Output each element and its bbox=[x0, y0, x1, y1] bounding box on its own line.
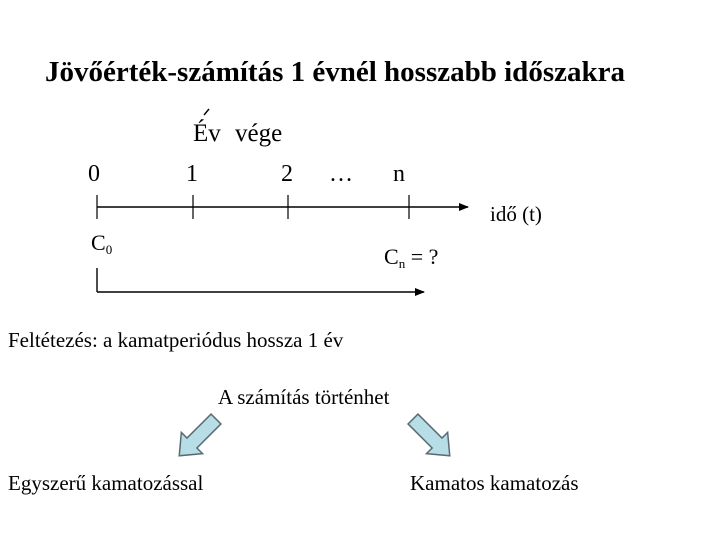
time-axis-label: idő (t) bbox=[490, 202, 542, 226]
slide-title: Jövőérték-számítás 1 évnél hosszabb időszakra bbox=[45, 56, 625, 88]
year-end-header: Év vége bbox=[193, 120, 283, 147]
assumption-text: Feltétezés: a kamatperiódus hossza 1 év bbox=[8, 328, 344, 352]
tick-label-1: 1 bbox=[186, 161, 198, 187]
calculation-intro: A számítás történhet bbox=[218, 385, 390, 409]
tick-label-2: 2 bbox=[281, 161, 293, 187]
right-branch-arrow-icon bbox=[402, 408, 460, 466]
accent-mark bbox=[204, 109, 209, 115]
tick-label-n: n bbox=[393, 161, 405, 187]
future-value-symbol: C bbox=[384, 244, 399, 269]
tick-label-0: 0 bbox=[88, 161, 100, 187]
tick-label-ellipsis: … bbox=[329, 161, 353, 187]
future-value-question: = ? bbox=[405, 244, 439, 269]
compound-interest-label: Kamatos kamatozás bbox=[410, 471, 579, 495]
present-value-subscript: 0 bbox=[105, 242, 113, 257]
left-branch-arrow-icon bbox=[169, 408, 227, 466]
simple-interest-label: Egyszerű kamatozással bbox=[8, 471, 204, 495]
present-value-symbol: C bbox=[91, 230, 106, 255]
future-value-subscript: n bbox=[398, 256, 406, 271]
